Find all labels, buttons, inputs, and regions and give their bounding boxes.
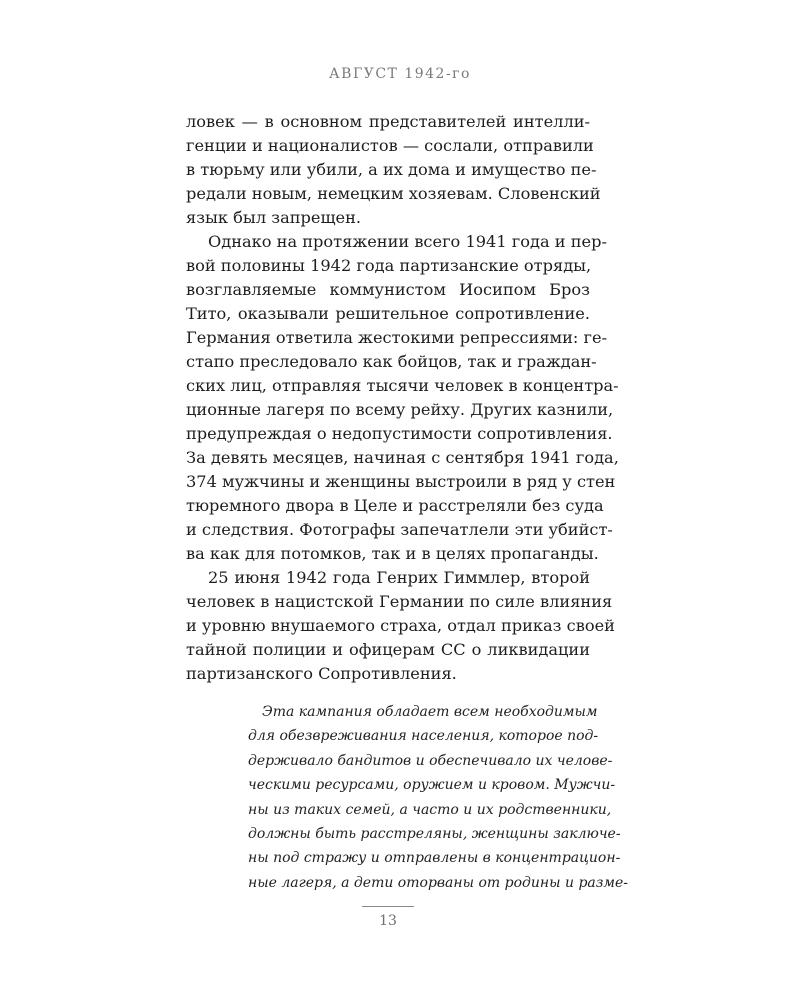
- body-line: в тюрьму или убили, а их дома и имущество пе-: [186, 160, 597, 179]
- body-line: возглавляемые коммунистом Иосипом Броз: [186, 280, 590, 299]
- page-number-rule: [362, 906, 414, 907]
- body-line: Тито, оказывали решительное сопротивление.: [186, 304, 590, 323]
- body-line: вой половины 1942 года партизанские отряды,: [186, 256, 592, 275]
- body-line: ловек — в основном представителей интелли-: [186, 112, 590, 131]
- body-text: [186, 110, 619, 686]
- quote-line: держивало бандитов и обеспечивало их челове-: [248, 752, 613, 769]
- quote-line: ны под стражу и отправлены в концентрацион-: [248, 850, 621, 867]
- body-line: и уровню внушаемого страха, отдал приказ своей: [186, 616, 615, 635]
- body-line: 374 мужчины и женщины выстроили в ряд у стен: [186, 472, 616, 491]
- body-line: язык был запрещен.: [186, 208, 362, 227]
- quote-line: ны из таких семей, а часто и их родственники,: [248, 801, 612, 818]
- body-line: стапо преследовало как бойцов, так и граждан-: [186, 352, 597, 371]
- body-line: тайной полиции и офицерам СС о ликвидации: [186, 640, 590, 659]
- body-line: партизанского Сопротивления.: [186, 664, 457, 683]
- body-line: За девять месяцев, начиная с сентября 1941 года,: [186, 448, 619, 467]
- body-line: и следствия. Фотографы запечатлели эти убийст-: [186, 520, 613, 539]
- body-line: ционные лагеря по всему рейху. Других казнили,: [186, 400, 614, 419]
- quote-line: должны быть расстреляны, женщины заключе-: [248, 825, 621, 842]
- body-line: предупреждая о недопустимости сопротивления.: [186, 424, 613, 443]
- body-line: тюремного двора в Целе и расстреляли без суда: [186, 496, 604, 515]
- body-line: Однако на протяжении всего 1941 года и пер-: [208, 232, 607, 251]
- quote-line: Эта кампания обладает всем необходимым: [262, 704, 598, 720]
- quote-line: для обезвреживания населения, которое под-: [248, 728, 599, 745]
- page-number: 13: [379, 913, 397, 929]
- body-line: 25 июня 1942 года Генрих Гиммлер, второй: [208, 568, 590, 587]
- body-line: генции и националистов — сослали, отправили: [186, 136, 594, 155]
- body-line: Германия ответила жестокими репрессиями: ге-: [186, 328, 608, 347]
- body-line: ва как для потомков, так и в целях пропаганды.: [186, 544, 599, 563]
- quote-line: ные лагеря, а дети оторваны от родины и разме-: [248, 874, 629, 891]
- running-title: АВГУСТ 1942-го: [329, 66, 471, 82]
- body-line: ских лиц, отправляя тысячи человек в концентра-: [186, 376, 619, 395]
- block-quote: [248, 700, 629, 895]
- body-line: человек в нацистской Германии по силе влияния: [186, 592, 613, 611]
- body-line: редали новым, немецким хозяевам. Словенский: [186, 184, 601, 203]
- quote-line: ческими ресурсами, оружием и кровом. Мужчи-: [248, 777, 616, 794]
